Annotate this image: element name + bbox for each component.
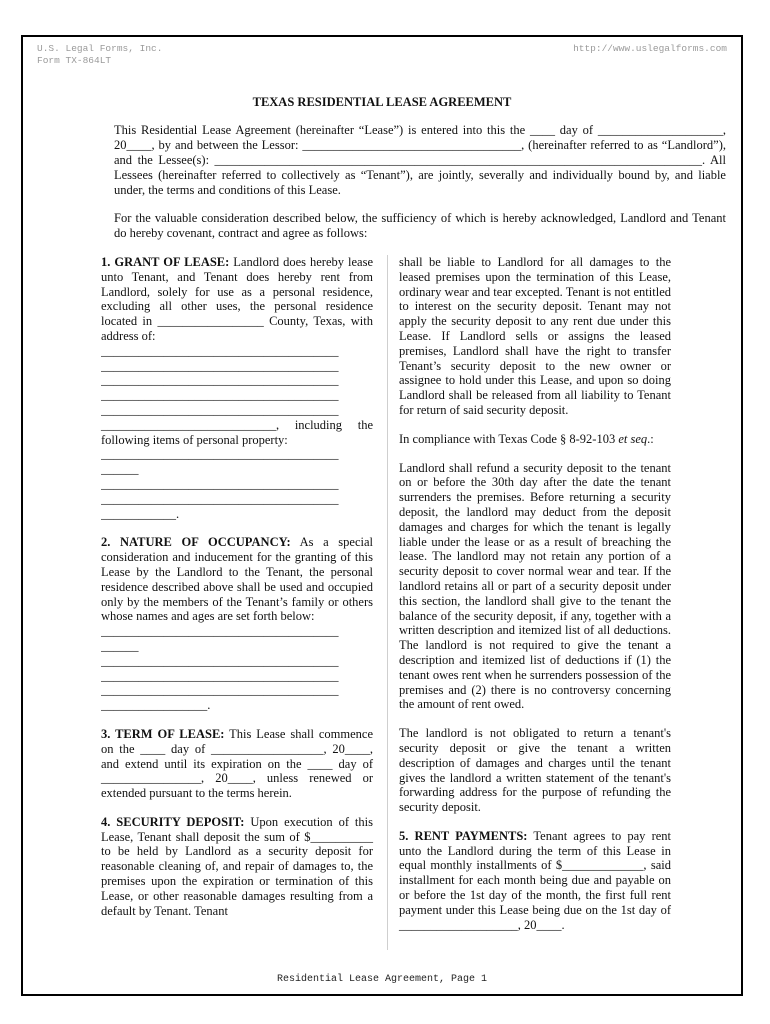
occupant-blank-line: ______________________________________: [101, 683, 339, 698]
section-security-deposit: [101, 815, 373, 919]
header-company: U.S. Legal Forms, Inc.: [37, 43, 163, 54]
address-blank-line: ______________________________________: [101, 358, 339, 373]
occupant-blank-line: _________________.: [101, 698, 211, 713]
texas-code-italic: et seq: [618, 431, 648, 446]
left-column: [101, 255, 373, 918]
intro-section: [114, 123, 726, 241]
texas-code-reference: [399, 432, 671, 447]
occupant-blank-line: ______________________________________: [101, 668, 339, 683]
texas-code-text: In compliance with Texas Code § 8-92-103: [399, 431, 619, 446]
section-1-heading: 1. GRANT OF LEASE:: [101, 255, 230, 269]
address-blank-line: ______________________________________: [101, 373, 339, 388]
section-4-heading: 4. SECURITY DEPOSIT:: [101, 814, 245, 829]
occupant-blank-line: ______: [101, 638, 139, 653]
property-blank-line: ______: [101, 462, 139, 477]
header-url[interactable]: http://www.uslegalforms.com: [573, 43, 727, 54]
document-page: [21, 35, 743, 996]
document-title: TEXAS RESIDENTIAL LEASE AGREEMENT: [252, 95, 512, 109]
header-left: [37, 43, 162, 66]
section-2-text: As a special consideration and inducement for the granting of this Lease by the Landlord to the Tenant, the personal residence described above shall be used and occupied only by the members of the Tenant’s family or others whose names and ages are set forth below:: [101, 535, 373, 624]
page-footer: Residential Lease Agreement, Page 1: [276, 974, 488, 985]
intro-paragraph-1: This Residential Lease Agreement (hereinafter “Lease”) is entered into this the ____ day of ____________________, 20____, by and between the Lessor: ___________________________________, (hereinafter referred to as “Landlord”), and the Lessee(s): ______________________________________________________________________________. All Lessees (hereinafter referred to collectively as “Tenant”), are jointly, severally and individually bound by, and liable under, the terms and conditions of this Lease.: [114, 123, 726, 197]
right-column: [399, 255, 671, 932]
personal-property-intro: ____________________________, including the following items of personal property:: [101, 417, 373, 447]
section-5-text: Tenant agrees to pay rent unto the Landlord during the term of this Lease in equal monthly installments of $_____________, said installment for each month being due and payable on or before the 1st day of the month, the first full rent payment under this Lease being due on the 1st day of ___________________, 20____.: [399, 828, 672, 932]
address-blank-line: ______________________________________: [101, 343, 339, 358]
section-5-heading: 5. RENT PAYMENTS:: [399, 828, 528, 843]
property-blank-line: ______________________________________: [101, 476, 339, 491]
security-deposit-continued: shall be liable to Landlord for all damages to the leased premises upon the termination of this Lease, ordinary wear and tear excepted. Tenant is not entitled to interest on the security deposit. Tenant may not apply the security deposit to any rent due under this Lease. If Landlord sells or assigns the leased premises, Landlord shall have the right to transfer Tenant’s security deposit to the new owner or assignee to hold under this Lease, and upon so doing Landlord shall be released from all liability to Tenant for return of said security deposit.: [399, 255, 671, 417]
occupant-blank-line: ______________________________________: [101, 624, 339, 639]
intro-paragraph-2: For the valuable consideration described below, the sufficiency of which is hereby acknowledged, Landlord and Tenant do hereby covenant, contract and agree as follows:: [114, 211, 726, 240]
forwarding-address-paragraph: The landlord is not obligated to return a tenant's security deposit or give the tenant a written description of damages and charges until the tenant gives the landlord a written statement of the tenant's forwarding address for the purpose of refunding the security deposit.: [399, 726, 671, 815]
section-4-text: Upon execution of this Lease, Tenant shall deposit the sum of $__________ to be held by Landlord as a security deposit for reasonable cleaning of, and repair of damages to, the premises upon the expiration or termination of this Lease, or other reasonable damages resulting from a default by Tenant. Tenant: [101, 814, 373, 918]
section-nature-of-occupancy: [101, 535, 373, 624]
occupant-blank-line: ______________________________________: [101, 653, 339, 668]
property-blank-line: ______________________________________: [101, 447, 339, 462]
address-blank-line: ______________________________________: [101, 402, 339, 417]
section-1-text: Landlord does hereby lease unto Tenant, and Tenant does hereby rent from Landlord, solely for use as a personal residence, excluding all other uses, the personal residence located in _________________ County, Texas, with address of:: [101, 255, 373, 343]
section-2-heading: 2. NATURE OF OCCUPANCY:: [101, 535, 291, 550]
section-3-text: This Lease shall commence on the ____ day of __________________, 20____, and extend until its expiration on the ____ day of ________________, 20____, unless renewed or extended pursuant to the terms herein.: [101, 726, 374, 801]
texas-code-end: .:: [647, 431, 654, 446]
property-blank-line: ______________________________________: [101, 491, 339, 506]
property-blank-line: ____________.: [101, 506, 180, 521]
column-divider: [387, 255, 388, 950]
section-3-heading: 3. TERM OF LEASE:: [101, 726, 225, 741]
refund-terms-paragraph: Landlord shall refund a security deposit to the tenant on or before the 30th day after the date the tenant surrenders the premises. Before returning a security deposit, the landlord may deduct from the deposit damages and charges for which the tenant is legally liable under the lease or as a result of breaching the lease. The landlord may not retain any portion of a security deposit to cover normal wear and tear. If the landlord retains all or part of a security deposit under this section, the landlord shall give to the tenant the balance of the security deposit, if any, together with a written description and itemized list of all deductions. The landlord is not required to give the tenant a description and itemized list of deductions if (1) the tenant owes rent when he surrenders possession of the premises and (2) there is no controversy concerning the amount of rent owed.: [399, 460, 671, 712]
section-term-of-lease: [101, 727, 373, 801]
section-grant-of-lease: [101, 255, 373, 344]
address-blank-line: ______________________________________: [101, 388, 339, 403]
header-form-id: Form TX-864LT: [37, 54, 112, 66]
section-rent-payments: [399, 829, 671, 933]
